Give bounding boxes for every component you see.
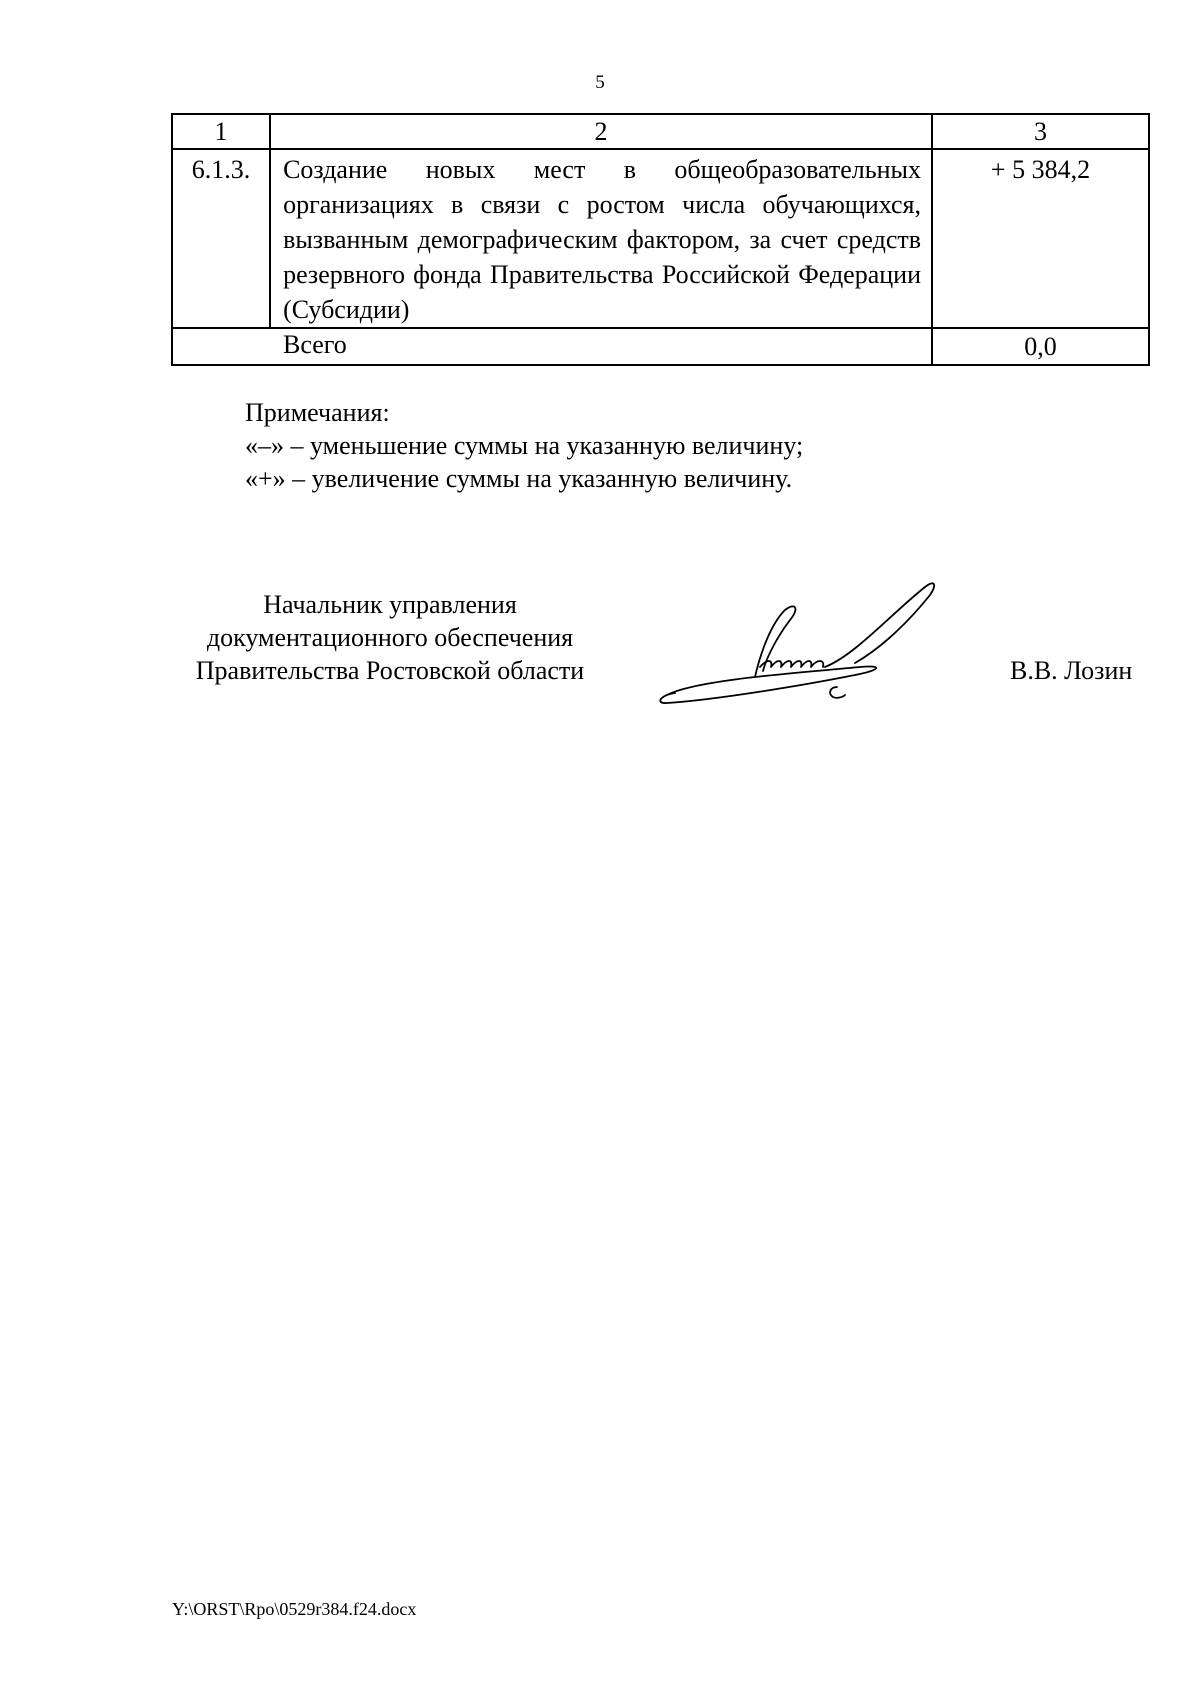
total-value: 0,0	[932, 328, 1149, 365]
table-header-row	[172, 114, 1149, 149]
table-total-row	[172, 328, 1149, 365]
signer-name: В.В. Лозин	[1010, 656, 1133, 685]
note-line: «+» – увеличение суммы на указанную величину.	[245, 464, 793, 493]
budget-table	[171, 113, 1150, 366]
position-line: Начальник управления	[263, 590, 517, 619]
table-header-cell: 1	[172, 114, 270, 149]
notes-section	[245, 396, 803, 495]
row-value: + 5 384,2	[932, 149, 1149, 328]
signer-position	[170, 588, 610, 687]
page-number: 5	[595, 72, 605, 93]
footer-file-path: Y:\ORST\Rpo\0529r384.f24.docx	[172, 1599, 417, 1619]
note-line: «–» – уменьшение суммы на указанную величину;	[245, 431, 804, 460]
total-label	[172, 328, 932, 365]
notes-title: Примечания:	[245, 398, 390, 427]
row-number: 6.1.3.	[172, 149, 270, 328]
handwritten-signature	[655, 575, 985, 725]
position-line: документационного обеспечения	[206, 623, 574, 652]
table-header-cell: 3	[932, 114, 1149, 149]
position-line: Правительства Ростовской области	[195, 656, 585, 685]
table-row	[172, 149, 1149, 328]
row-description: Создание новых мест в общеобразовательных организациях в связи с ростом числа обучающихся, вызванным демографическим фактором, за счет средств резервного фонда Правительства Российской Федерации (Субсидии)	[270, 149, 932, 328]
table-header-cell: 2	[270, 114, 932, 149]
total-label-text: Всего	[283, 330, 347, 359]
